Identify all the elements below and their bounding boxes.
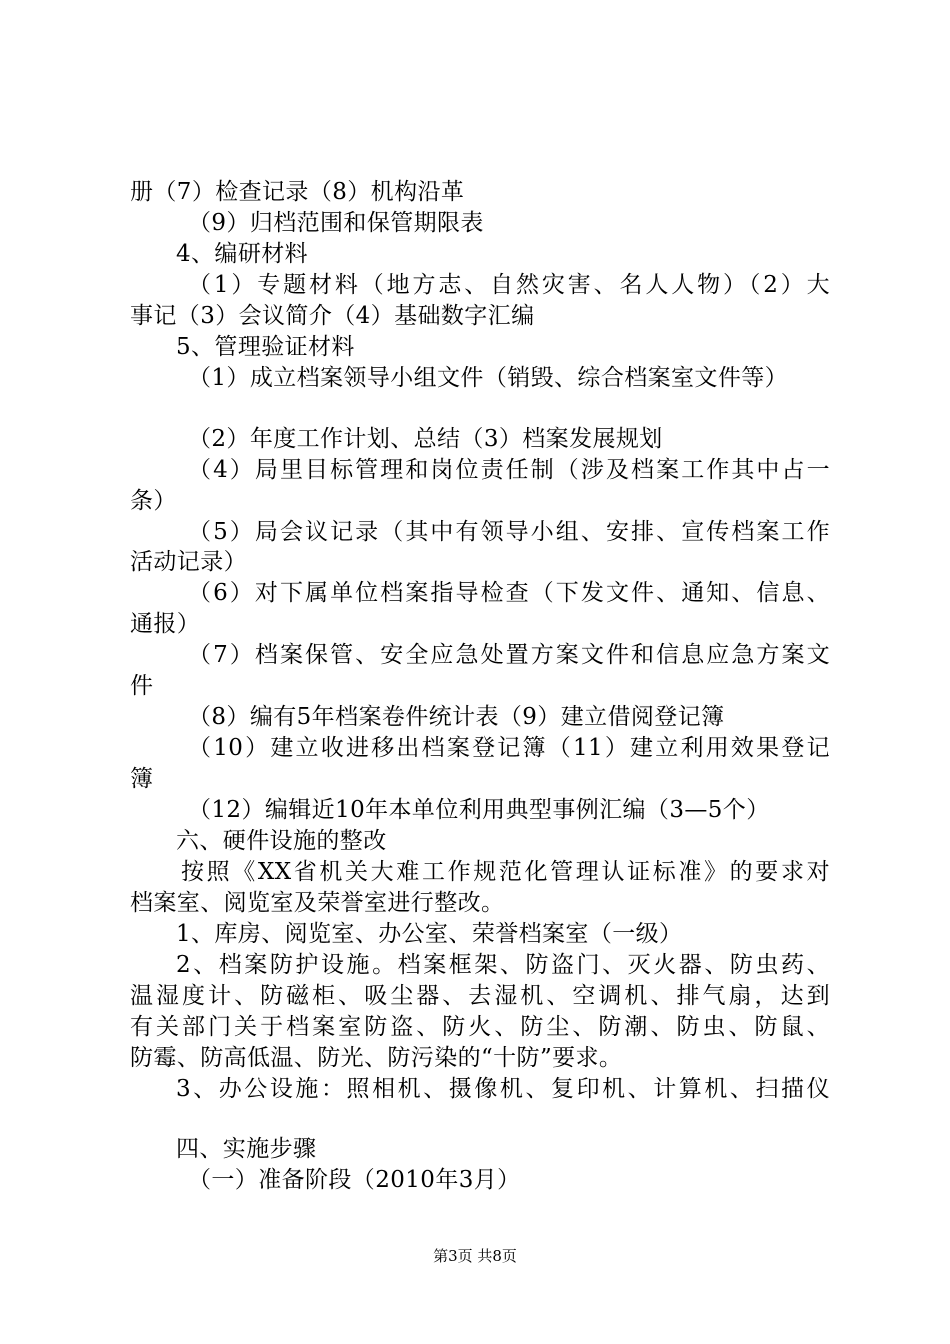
text-line: （5）局会议记录（其中有领导小组、安排、宣传档案工作 <box>188 519 830 545</box>
text-line: 温湿度计、防磁柜、吸尘器、去湿机、空调机、排气扇，达到 <box>130 983 830 1009</box>
text-line: 册（7）检查记录（8）机构沿革 <box>130 179 465 205</box>
text-line: 条） <box>130 488 177 514</box>
text-line: 3、办公设施：照相机、摄像机、复印机、计算机、扫描仪 <box>176 1076 830 1102</box>
text-line: （2）年度工作计划、总结（3）档案发展规划 <box>188 426 663 452</box>
text-line: 防霉、防高低温、防光、防污染的“十防”要求。 <box>130 1045 623 1071</box>
text-line: （9）归档范围和保管期限表 <box>188 210 484 236</box>
section-heading: 六、硬件设施的整改 <box>176 828 387 854</box>
text-line: 按照《XX省机关大难工作规范化管理认证标准》的要求对 <box>181 859 830 885</box>
text-line: （7）档案保管、安全应急处置方案文件和信息应急方案文 <box>188 642 830 668</box>
text-line: （10）建立收进移出档案登记簿（11）建立利用效果登记 <box>188 735 830 761</box>
text-line: 活动记录） <box>130 549 247 575</box>
text-line: （1）专题材料（地方志、自然灾害、名人人物）（2）大 <box>188 272 830 298</box>
section-heading: 四、实施步骤 <box>176 1136 317 1162</box>
text-line: 2、档案防护设施。档案框架、防盗门、灭火器、防虫药、 <box>176 952 830 978</box>
page-footer: 第3页 共8页 <box>433 1247 517 1265</box>
text-line: （8）编有5年档案卷件统计表（9）建立借阅登记簿 <box>188 704 725 730</box>
section-heading: 5、管理验证材料 <box>176 334 355 360</box>
text-line: （1）成立档案领导小组文件（销毁、综合档案室文件等） <box>188 365 789 391</box>
text-line: （6）对下属单位档案指导检查（下发文件、通知、信息、 <box>188 580 830 606</box>
text-line: 有关部门关于档案室防盗、防火、防尘、防潮、防虫、防鼠、 <box>130 1014 830 1040</box>
text-line: （12）编辑近10年本单位利用典型事例汇编（3—5个） <box>188 797 770 823</box>
text-line: 簿 <box>130 766 154 792</box>
text-line: 通报） <box>130 611 201 637</box>
text-line: （4）局里目标管理和岗位责任制（涉及档案工作其中占一 <box>188 457 830 483</box>
text-line: 件 <box>130 673 154 699</box>
text-line: （一）准备阶段（2010年3月） <box>188 1167 521 1193</box>
text-line: 1、库房、阅览室、办公室、荣誉档案室（一级） <box>176 921 683 947</box>
text-line: 档案室、阅览室及荣誉室进行整改。 <box>130 890 505 916</box>
section-heading: 4、编研材料 <box>176 241 309 267</box>
text-line: 事记（3）会议简介（4）基础数字汇编 <box>130 303 535 329</box>
